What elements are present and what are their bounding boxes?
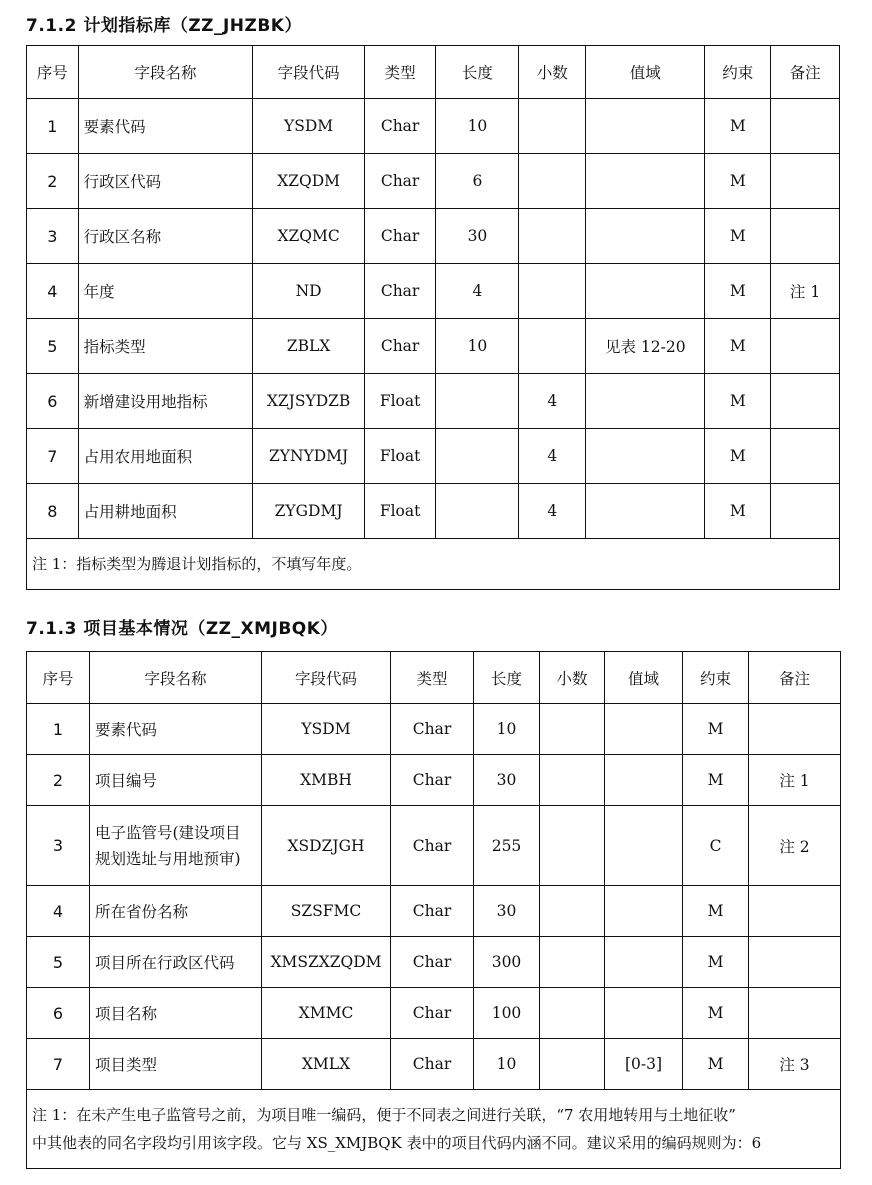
- table-header-row: [27, 46, 840, 99]
- column-header: 约束: [683, 652, 749, 704]
- table-cell: 30: [474, 886, 540, 937]
- table-cell: [586, 429, 705, 484]
- table-cell: XZQMC: [253, 209, 364, 264]
- table-cell: 1: [27, 99, 79, 154]
- table-cell: XZJSYDZB: [253, 374, 364, 429]
- table-cell: [519, 264, 586, 319]
- table-cell: [605, 988, 683, 1039]
- table-row: [27, 209, 840, 264]
- table-cell: 指标类型: [78, 319, 253, 374]
- table-row: [27, 484, 840, 539]
- table-cell: Float: [364, 429, 436, 484]
- table-cell: M: [705, 374, 771, 429]
- table-note-row: [27, 539, 840, 590]
- table-cell: 项目所在行政区代码: [90, 937, 262, 988]
- column-header: 小数: [540, 652, 605, 704]
- table-cell: [436, 374, 519, 429]
- column-header: 序号: [27, 46, 79, 99]
- table-cell: 1: [27, 704, 90, 755]
- table-row: [27, 154, 840, 209]
- table-xmjbqk: [26, 651, 841, 1169]
- table-cell: [519, 99, 586, 154]
- table-cell: [436, 484, 519, 539]
- table-cell: 占用农用地面积: [78, 429, 253, 484]
- table-row: [27, 264, 840, 319]
- table-cell: XZQDM: [253, 154, 364, 209]
- table-cell: 4: [519, 374, 586, 429]
- table-cell: XMMC: [262, 988, 391, 1039]
- table-cell: [540, 755, 605, 806]
- table-cell: [605, 704, 683, 755]
- table-cell: [0-3]: [605, 1039, 683, 1090]
- table-cell: [540, 886, 605, 937]
- table-cell: XMSZXZQDM: [262, 937, 391, 988]
- column-header: 字段代码: [262, 652, 391, 704]
- table-cell: 所在省份名称: [90, 886, 262, 937]
- table-cell: [605, 806, 683, 886]
- table-cell: 项目编号: [90, 755, 262, 806]
- table-cell: M: [705, 154, 771, 209]
- table-cell: [540, 806, 605, 886]
- table-note-row: [27, 1090, 841, 1169]
- section-title-jhzbk: 7.1.2 计划指标库（ZZ_JHZBK）: [26, 16, 302, 36]
- table-cell: [605, 937, 683, 988]
- table-cell: [540, 937, 605, 988]
- table-cell: 4: [519, 484, 586, 539]
- table-cell: 电子监管号(建设项目 规划选址与用地预审): [90, 806, 262, 886]
- table-cell: C: [683, 806, 749, 886]
- column-header: 长度: [436, 46, 519, 99]
- table-cell: 见表 12-20: [586, 319, 705, 374]
- table-cell: 2: [27, 755, 90, 806]
- table-cell: [771, 429, 840, 484]
- table-cell: [540, 1039, 605, 1090]
- table-cell: [519, 154, 586, 209]
- table-cell: 2: [27, 154, 79, 209]
- column-header: 备注: [771, 46, 840, 99]
- note-line: 注 1：指标类型为腾退计划指标的，不填写年度。: [32, 555, 362, 573]
- table-row: [27, 99, 840, 154]
- table-cell: M: [683, 1039, 749, 1090]
- table-cell: 要素代码: [90, 704, 262, 755]
- table-cell: [586, 154, 705, 209]
- table-cell: 7: [27, 429, 79, 484]
- table-cell: Char: [364, 209, 436, 264]
- column-header: 约束: [705, 46, 771, 99]
- table-row: [27, 806, 841, 886]
- table-cell: 注 1: [771, 264, 840, 319]
- table-row: [27, 374, 840, 429]
- table-cell: M: [705, 484, 771, 539]
- table-cell: 3: [27, 209, 79, 264]
- table-cell: [586, 209, 705, 264]
- table-cell: [540, 988, 605, 1039]
- table-cell: [586, 99, 705, 154]
- table-cell: 6: [436, 154, 519, 209]
- column-header: 值域: [605, 652, 683, 704]
- table-cell: 年度: [78, 264, 253, 319]
- table-row: [27, 937, 841, 988]
- table-cell: ZYGDMJ: [253, 484, 364, 539]
- table-row: [27, 1039, 841, 1090]
- table-row: [27, 755, 841, 806]
- table-cell: [771, 99, 840, 154]
- table-note: [27, 539, 840, 590]
- table-cell: M: [705, 319, 771, 374]
- table-row: [27, 988, 841, 1039]
- note-line: 中其他表的同名字段均引用该字段。它与 XS_XMJBQK 表中的项目代码内涵不同。建议采用的编码规则为：6: [32, 1134, 762, 1152]
- table-cell: [540, 704, 605, 755]
- table-cell: [586, 374, 705, 429]
- table-cell: [749, 937, 841, 988]
- table-cell: M: [705, 99, 771, 154]
- table-cell: 100: [474, 988, 540, 1039]
- table-cell: 新增建设用地指标: [78, 374, 253, 429]
- table-cell: [771, 209, 840, 264]
- table-cell: ND: [253, 264, 364, 319]
- table-cell: M: [683, 704, 749, 755]
- table-cell: 4: [27, 264, 79, 319]
- column-header: 类型: [364, 46, 436, 99]
- table-cell: Char: [391, 1039, 474, 1090]
- table-cell: 项目名称: [90, 988, 262, 1039]
- table-cell: XSDZJGH: [262, 806, 391, 886]
- note-line: 注 1：在未产生电子监管号之前，为项目唯一编码，便于不同表之间进行关联，“7 农用地转用与土地征收”: [32, 1106, 736, 1124]
- table-cell: [771, 374, 840, 429]
- table-cell: YSDM: [262, 704, 391, 755]
- table-cell: [519, 209, 586, 264]
- table-cell: 行政区名称: [78, 209, 253, 264]
- table-cell: M: [683, 886, 749, 937]
- table-cell: [586, 264, 705, 319]
- table-row: [27, 319, 840, 374]
- table-cell: 6: [27, 374, 79, 429]
- table-cell: [749, 988, 841, 1039]
- table-cell: [771, 154, 840, 209]
- table-cell: [519, 319, 586, 374]
- table-cell: SZSFMC: [262, 886, 391, 937]
- table-cell: M: [683, 937, 749, 988]
- column-header: 类型: [391, 652, 474, 704]
- table-cell: 注 3: [749, 1039, 841, 1090]
- column-header: 备注: [749, 652, 841, 704]
- table-cell: Float: [364, 374, 436, 429]
- table-cell: [436, 429, 519, 484]
- table-header-row: [27, 652, 841, 704]
- table-cell: M: [705, 264, 771, 319]
- table-cell: Char: [391, 937, 474, 988]
- table-cell: [749, 704, 841, 755]
- table-cell: 6: [27, 988, 90, 1039]
- table-cell: Char: [391, 806, 474, 886]
- table-cell: XMLX: [262, 1039, 391, 1090]
- table-note: [27, 1090, 841, 1169]
- table-cell: 10: [436, 319, 519, 374]
- table-cell: Char: [391, 755, 474, 806]
- table-row: [27, 429, 840, 484]
- table-cell: Char: [364, 319, 436, 374]
- table-cell: M: [683, 988, 749, 1039]
- table-cell: 10: [436, 99, 519, 154]
- table-cell: YSDM: [253, 99, 364, 154]
- table-cell: Char: [364, 154, 436, 209]
- section-title-xmjbqk: 7.1.3 项目基本情况（ZZ_XMJBQK）: [26, 619, 338, 639]
- table-cell: 注 2: [749, 806, 841, 886]
- table-cell: Char: [391, 886, 474, 937]
- table-cell: [605, 755, 683, 806]
- table-jhzbk: [26, 45, 840, 590]
- table-cell: 30: [474, 755, 540, 806]
- table-cell: Char: [391, 988, 474, 1039]
- table-cell: 10: [474, 1039, 540, 1090]
- table-cell: [605, 886, 683, 937]
- table-cell: [771, 319, 840, 374]
- table-cell: 占用耕地面积: [78, 484, 253, 539]
- table-cell: Char: [364, 99, 436, 154]
- table-cell: 300: [474, 937, 540, 988]
- table-cell: Char: [391, 704, 474, 755]
- table-cell: 3: [27, 806, 90, 886]
- table-cell: 4: [519, 429, 586, 484]
- column-header: 值域: [586, 46, 705, 99]
- column-header: 序号: [27, 652, 90, 704]
- table-cell: Char: [364, 264, 436, 319]
- table-cell: 4: [436, 264, 519, 319]
- table-cell: 7: [27, 1039, 90, 1090]
- table-cell: Float: [364, 484, 436, 539]
- table-cell: 255: [474, 806, 540, 886]
- table-cell: XMBH: [262, 755, 391, 806]
- table-cell: 行政区代码: [78, 154, 253, 209]
- table-cell: M: [705, 429, 771, 484]
- column-header: 小数: [519, 46, 586, 99]
- table-cell: M: [683, 755, 749, 806]
- table-cell: [771, 484, 840, 539]
- table-cell: 8: [27, 484, 79, 539]
- table-cell: 10: [474, 704, 540, 755]
- table-cell: 30: [436, 209, 519, 264]
- table-cell: 5: [27, 319, 79, 374]
- column-header: 长度: [474, 652, 540, 704]
- table-cell: 注 1: [749, 755, 841, 806]
- table-row: [27, 704, 841, 755]
- column-header: 字段名称: [90, 652, 262, 704]
- table-cell: [749, 886, 841, 937]
- table-cell: ZYNYDMJ: [253, 429, 364, 484]
- table-cell: M: [705, 209, 771, 264]
- table-row: [27, 886, 841, 937]
- table-cell: ZBLX: [253, 319, 364, 374]
- table-cell: [586, 484, 705, 539]
- table-cell: 5: [27, 937, 90, 988]
- table-cell: 项目类型: [90, 1039, 262, 1090]
- table-cell: 4: [27, 886, 90, 937]
- column-header: 字段代码: [253, 46, 364, 99]
- column-header: 字段名称: [78, 46, 253, 99]
- table-cell: 要素代码: [78, 99, 253, 154]
